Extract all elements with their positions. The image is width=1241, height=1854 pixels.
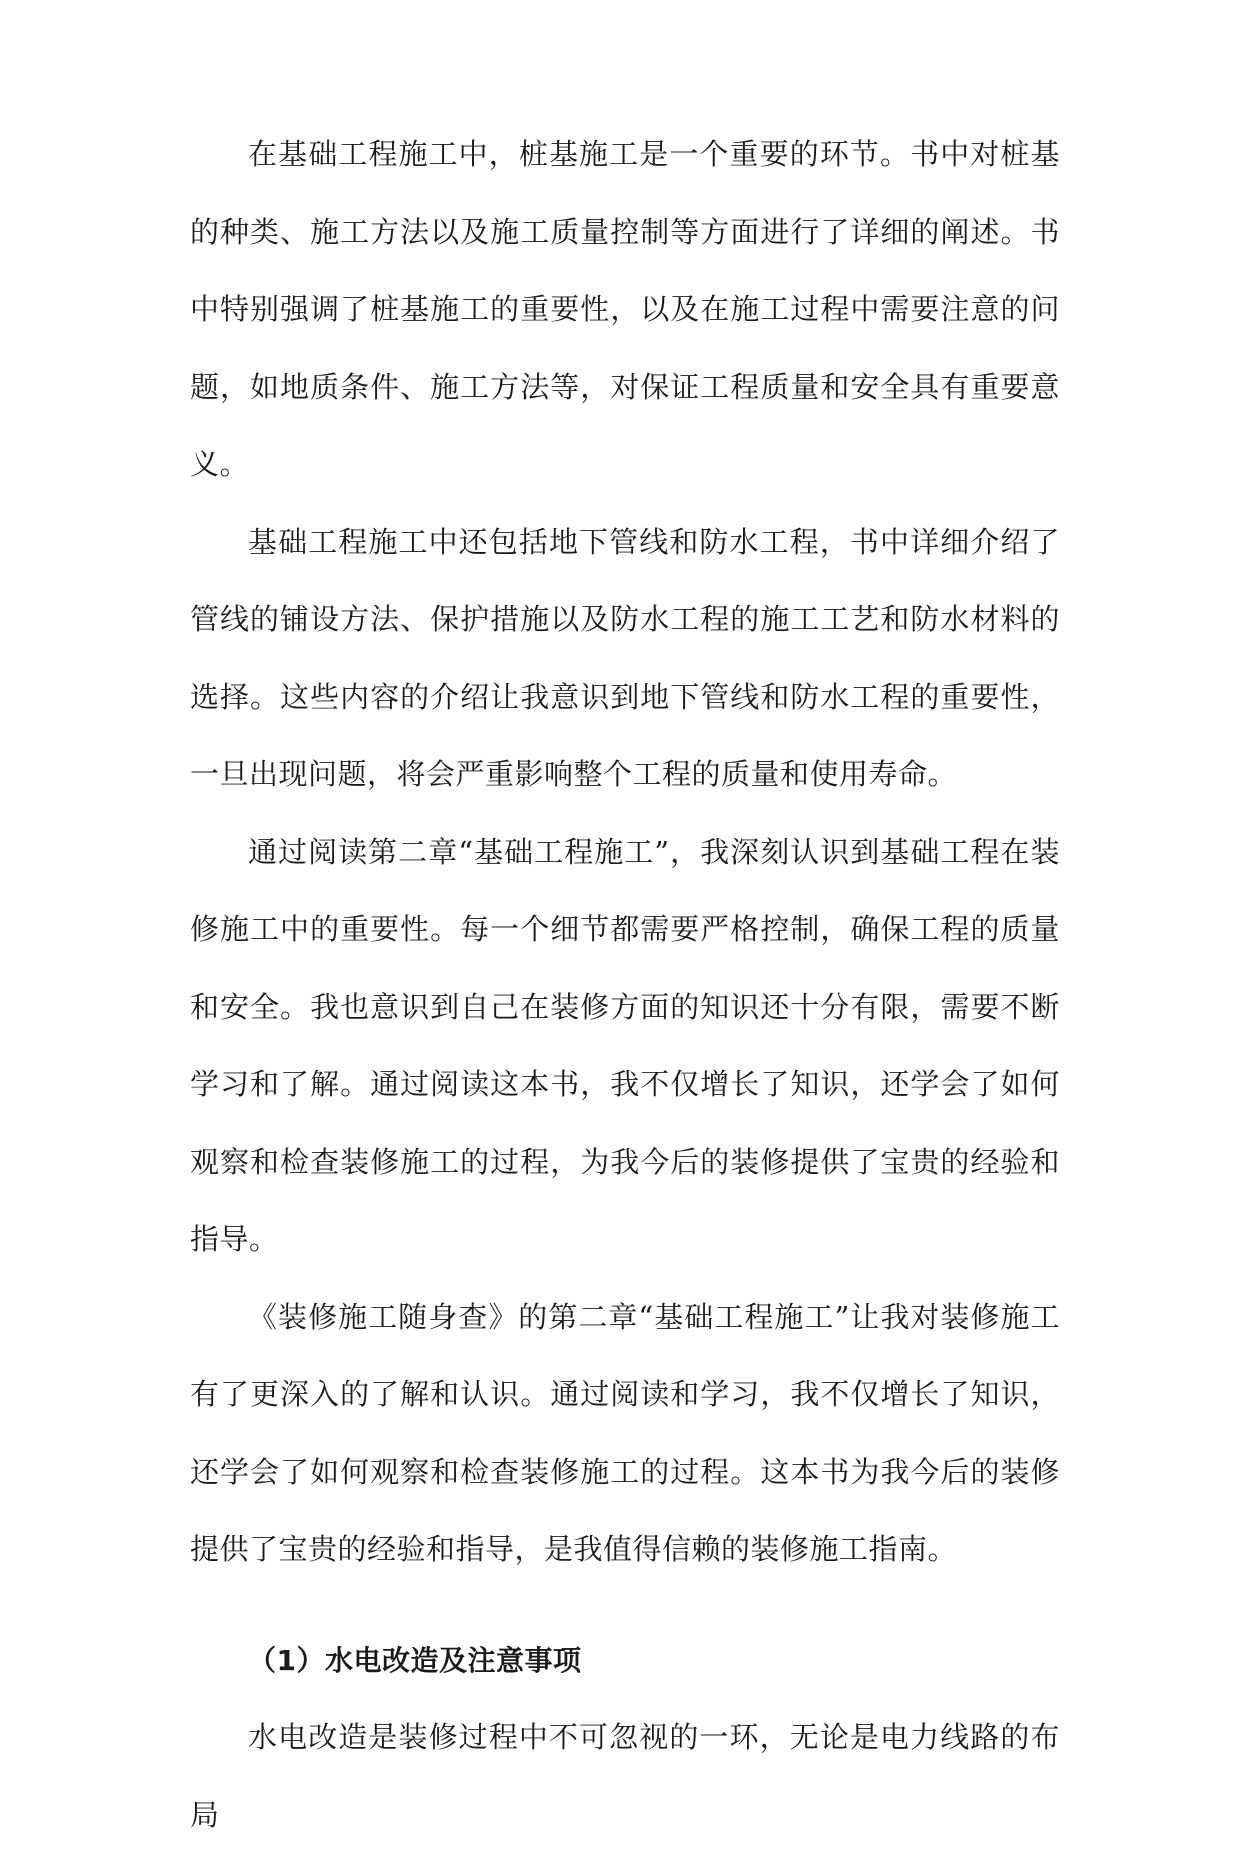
paragraph-pipelines-waterproofing: 基础工程施工中还包括地下管线和防水工程，书中详细介绍了管线的铺设方法、保护措施以及防水工程的施工工艺和防水材料的选择。这些内容的介绍让我意识到地下管线和防水工程的重要性，一旦出现问题，将会严重影响整个工程的质量和使用寿命。 (190, 524, 1060, 791)
paragraph-plumbing-electrical: 水电改造是装修过程中不可忽视的一环，无论是电力线路的布局 (190, 1720, 1060, 1832)
document-body (190, 116, 1060, 1854)
paragraph-book-summary: 《装修施工随身查》的第二章“基础工程施工”让我对装修施工有了更深入的了解和认识。通过阅读和学习，我不仅增长了知识，还学会了如何观察和检查装修施工的过程。这本书为我今后的装修提供了宝贵的经验和指导，是我值得信赖的装修施工指南。 (190, 1299, 1060, 1566)
section-heading: （1）水电改造及注意事项 (248, 1643, 582, 1677)
paragraph-pile-foundation: 在基础工程施工中，桩基施工是一个重要的环节。书中对桩基的种类、施工方法以及施工质量控制等方面进行了详细的阐述。书中特别强调了桩基施工的重要性，以及在施工过程中需要注意的问题，如地质条件、施工方法等，对保证工程质量和安全具有重要意义。 (190, 137, 1060, 481)
paragraph-chapter-reflection: 通过阅读第二章“基础工程施工”，我深刻认识到基础工程在装修施工中的重要性。每一个细节都需要严格控制，确保工程的质量和安全。我也意识到自己在装修方面的知识还十分有限，需要不断学习和了解。通过阅读这本书，我不仅增长了知识，还学会了如何观察和检查装修施工的过程，为我今后的装修提供了宝贵的经验和指导。 (190, 834, 1060, 1256)
